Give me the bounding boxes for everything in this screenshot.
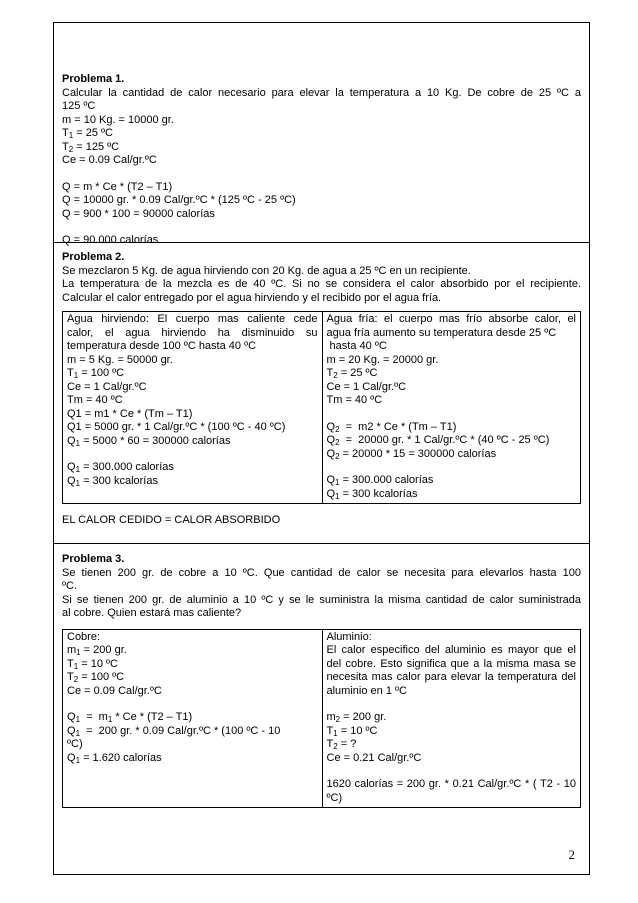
ce-value: Ce = 0.09 Cal/gr.ºC	[67, 684, 162, 697]
hot-water-column	[63, 312, 322, 503]
equation-line: Q = 10000 gr. * 0.09 Cal/gr.ºC * (125 ºC - 25 ºC)	[62, 194, 296, 206]
problem-2-title: Problema 2.	[62, 251, 125, 263]
ce-value: Ce = 0.09 Cal/gr.ºC	[62, 154, 157, 166]
tm-value: Tm = 40 ºC	[67, 394, 123, 406]
t1-value: $T_1 = 10$ ºC	[67, 657, 118, 671]
equation-line: $Q_2 = 20000$ gr. * 1 Cal/gr.ºC * (40 ºC - 25 ºC)	[326, 434, 550, 447]
equation-line: Q1 = m1 * Ce * (Tm – T1)	[67, 407, 193, 420]
problem-3-statement: Si se tienen 200 gr. de aluminio a 10 ºC y se le suministra la misma cantidad de calor suministrada	[62, 593, 581, 606]
equation-line: 1620 calorías = 200 gr. * 0.21 Cal/gr.ºC * ( T2 - 10	[326, 778, 576, 790]
page-number: 2	[568, 847, 575, 862]
mass-value: m = 20 Kg. = 20000 gr.	[326, 353, 439, 366]
text-line: calor, el agua hirviendo ha disminuido su	[67, 326, 318, 339]
ce-value: Ce = 1 Cal/gr.ºC	[326, 380, 407, 393]
problem-2-statement: La temperatura de la mezcla es de 40 ºC. Si no se considera el calor absorbido por el recipiente.	[62, 278, 581, 290]
equation-line: Q = m * Ce * (T2 – T1)	[62, 180, 173, 193]
equation-line: $Q_1 = 5000 * 60 = 300000$ calorías	[67, 434, 231, 448]
problem-3-table	[62, 629, 581, 809]
text-line: aluminio en 1 ºC	[326, 684, 407, 697]
problem-2-section	[54, 242, 589, 544]
problem-3-statement: al cobre. Quien estará mas caliente?	[62, 607, 242, 619]
t2-value: $T_2$ = ?	[326, 738, 357, 751]
problem-2-table	[62, 311, 581, 504]
text-line: hasta 40 ºC	[326, 340, 387, 352]
equation-line: $Q_2 = m2 * Ce * (Tm - T1)$	[326, 420, 457, 434]
problem-2-conclusion: EL CALOR CEDIDO = CALOR ABSORBIDO	[62, 514, 281, 526]
problem-1-section	[54, 23, 589, 246]
equation-line: $Q_2 = 20000 * 15 = 300000$ calorías	[326, 447, 497, 461]
cold-water-column	[322, 312, 581, 503]
equation-line: Q = 900 * 100 = 90000 calorías	[62, 207, 215, 220]
mass-value: $m_1 = 200$ gr.	[67, 644, 127, 657]
problem-2-statement: Se mezclaron 5 Kg. de agua hirviendo con 20 Kg. de agua a 25 ºC en un recipiente.	[62, 264, 471, 277]
problem-3-statement: Se tienen 200 gr. de cobre a 10 ºC. Que cantidad de calor se necesita para elevarlos hasta 100	[62, 566, 581, 579]
aluminum-column	[322, 630, 581, 808]
document-page	[53, 22, 590, 875]
ce-value: Ce = 0.21 Cal/gr.ºC	[326, 751, 422, 764]
result-line: $Q_1 = 300$ kcalorías	[67, 474, 158, 488]
text-line: temperatura desde 100 ºC hasta 40 ºC	[67, 340, 257, 352]
problem-1-statement-cont: 125 ºC	[62, 100, 96, 112]
problem-1-title: Problema 1.	[62, 73, 125, 85]
problem-2-statement: Calcular el calor entregado por el agua hirviendo y el recibido por el agua fría.	[62, 291, 442, 304]
text-line: agua fría aumento su temperatura desde 25 ºC	[326, 326, 557, 339]
result-line: $Q_1 = 300$ kcalorías	[326, 487, 418, 501]
t2-value: $T_2 = 125$ ºC	[62, 140, 120, 154]
t1-value: $T_1 = 25$ ºC	[62, 127, 113, 140]
text-line: Agua hirviendo: El cuerpo mas caliente cede	[67, 313, 318, 325]
equation-line: Q1 = 5000 gr. * 1 Cal/gr.ºC * (100 ºC - 40 ºC)	[67, 421, 286, 433]
result-line: $Q_1 = 300.000$ calorías	[67, 461, 174, 474]
text-line: Agua fría: el cuerpo mas frío absorbe calor, el	[326, 313, 576, 325]
problem-3-statement: ºC.	[62, 580, 78, 592]
mass-value: m = 5 Kg. = 50000 gr.	[67, 353, 173, 366]
equation-line: $Q_1 = 200$ gr. * 0.09 Cal/gr.ºC * (100 ºC - 10	[67, 724, 281, 738]
text-line: El calor especifico del aluminio es mayor que el	[326, 644, 576, 656]
equation-line: ºC)	[326, 791, 343, 804]
column-heading: Aluminio:	[326, 630, 372, 643]
t1-value: $T_1 = 10$ ºC	[326, 724, 378, 738]
text-line: necesita mas calor para elevar la temperatura del	[326, 671, 576, 683]
tm-value: Tm = 40 ºC	[326, 394, 383, 406]
mass-value: m = 10 Kg. = 10000 gr.	[62, 113, 174, 126]
copper-column	[63, 630, 322, 808]
t1-value: $T_1 = 100$ ºC	[67, 367, 125, 380]
mass-value: $m_2 = 200$ gr.	[326, 711, 387, 724]
problem-1-result: Q = 90.000 calorías	[62, 234, 159, 246]
column-heading: Cobre:	[67, 630, 101, 643]
equation-line: ºC)	[67, 738, 83, 750]
equation-line: $Q_1 = m_1 * Ce * (T2 - T1)$	[67, 711, 193, 724]
problem-3-section	[54, 543, 589, 874]
problem-1-statement: Calcular la cantidad de calor necesario para elevar la temperatura a 10 Kg. De cobre de 25 ºC a	[62, 86, 581, 99]
ce-value: Ce = 1 Cal/gr.ºC	[67, 380, 147, 393]
problem-3-title: Problema 3.	[62, 553, 125, 565]
text-line: del cobre. Esto significa que a la misma masa se	[326, 657, 576, 670]
t2-value: $T_2 = 25$ ºC	[326, 367, 378, 380]
result-line: $Q_1 = 300.000$ calorías	[326, 474, 434, 487]
result-line: $Q_1 = 1.620$ calorías	[67, 751, 162, 765]
t2-value: $T_2 = 100$ ºC	[67, 671, 125, 684]
